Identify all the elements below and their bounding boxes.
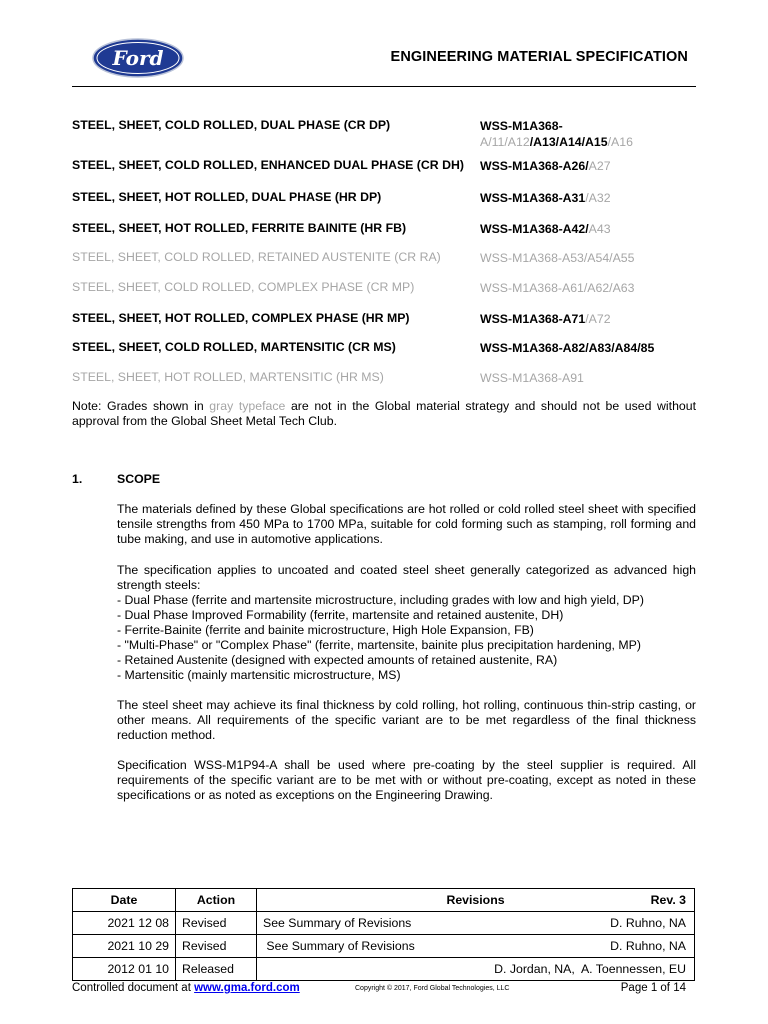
scope-paragraph-2: The specification applies to uncoated and coated steel sheet generally categorized as advanced high strength steels: (117, 563, 696, 592)
list-item: - Dual Phase (ferrite and martensite microstructure, including grades with low and high yield, DP) (117, 593, 644, 607)
revision-description: See Summary of Revisions (263, 939, 415, 953)
revision-details (257, 912, 695, 935)
table-row (73, 912, 695, 935)
spec-title: STEEL, SHEET, HOT ROLLED, MARTENSITIC (HR MS) (72, 370, 384, 384)
header-revisions-label: Revisions (446, 893, 505, 907)
table-header-row (73, 889, 695, 912)
spec-code-gray-part: /A32 (585, 191, 611, 205)
spec-code-gray-part: WSS-M1A368-A61/A62/A63 (480, 281, 635, 295)
revision-details (257, 958, 695, 981)
spec-code-part: WSS-M1A368-A42/ (480, 222, 589, 236)
spec-code-part: WSS-M1A368- (480, 119, 563, 133)
note-text-end: are not in the Global material strategy and should not be used without approval from the Global Sheet Metal Tech Club. (72, 399, 697, 428)
header-date: Date (73, 889, 176, 912)
note-text-start: Note: Grades shown in (72, 399, 210, 413)
spec-title: STEEL, SHEET, COLD ROLLED, ENHANCED DUAL PHASE (CR DH) (72, 158, 464, 172)
note-gray-typeface: gray typeface (209, 399, 286, 413)
revision-date: 2021 10 29 (73, 935, 176, 958)
revision-table (72, 888, 695, 981)
spec-code-gray-part: A/11/A12 (480, 135, 530, 149)
scope-paragraph-3: The steel sheet may achieve its final thickness by cold rolling, hot rolling, continuous thin-strip casting, or other means. All requirements of the specific variant are to be met regardless of the final thickness reduction method. (117, 698, 696, 742)
list-item: - Retained Austenite (designed with expected amounts of retained austenite, RA) (117, 653, 558, 667)
revision-date: 2021 12 08 (73, 912, 176, 935)
spec-code-gray-part: WSS-M1A368-A91 (480, 371, 584, 385)
steel-type-list (117, 593, 696, 683)
header-divider (72, 86, 696, 87)
spec-code (480, 311, 702, 327)
revision-description: See Summary of Revisions (263, 916, 412, 930)
spec-code (480, 118, 702, 150)
spec-title: STEEL, SHEET, HOT ROLLED, DUAL PHASE (HR DP) (72, 190, 382, 204)
revision-details (257, 935, 695, 958)
revision-action: Revised (176, 935, 257, 958)
list-item: - Martensitic (mainly martensitic microstructure, MS) (117, 668, 401, 682)
footer-controlled-doc (72, 982, 300, 994)
spec-code-part: WSS-M1A368-A26/ (480, 159, 589, 173)
table-row (73, 958, 695, 981)
spec-code (480, 221, 702, 237)
page-number: Page 1 of 14 (620, 982, 686, 994)
spec-title: STEEL, SHEET, HOT ROLLED, FERRITE BAINITE (HR FB) (72, 221, 407, 235)
spec-title: STEEL, SHEET, COLD ROLLED, COMPLEX PHASE (CR MP) (72, 280, 415, 294)
header-rev-number: Rev. 3 (650, 893, 686, 907)
table-row (73, 935, 695, 958)
spec-code (480, 280, 702, 296)
footer-copyright: Copyright © 2017, Ford Global Technologies, LLC (355, 985, 510, 992)
revision-author: D. Ruhno, NA (610, 939, 686, 953)
spec-code-part: /A13/A14/A15 (529, 135, 608, 149)
list-item: - Dual Phase Improved Formability (ferrite, martensite and retained austenite, DH) (117, 608, 564, 622)
spec-title: STEEL, SHEET, COLD ROLLED, RETAINED AUSTENITE (CR RA) (72, 250, 441, 264)
spec-code-gray-part: A27 (588, 159, 611, 173)
spec-code (480, 190, 702, 206)
gma-link[interactable]: www.gma.ford.com (194, 982, 300, 994)
spec-code-gray-part: A43 (588, 222, 611, 236)
scope-paragraph-1: The materials defined by these Global specifications are hot rolled or cold rolled steel sheet with specified tensile strengths from 450 MPa to 1700 MPa, suitable for cold forming such as stamping, roll forming and tube making, and use in automotive applications. (117, 502, 696, 546)
spec-code-part: WSS-M1A368-A71 (480, 312, 586, 326)
spec-code-gray-part: /A72 (585, 312, 611, 326)
scope-paragraph-4: Specification WSS-M1P94-A shall be used where pre-coating by the steel supplier is required. All requirements of the specific variant are to be met with or without pre-coating, except as noted in these specifications or as noted as exceptions on the Engineering Drawing. (117, 758, 696, 802)
spec-code (480, 158, 702, 174)
revision-author: D. Jordan, NA, A. Toennessen, EU (494, 962, 686, 976)
revision-date: 2012 01 10 (73, 958, 176, 981)
footer-controlled-text: Controlled document at (72, 982, 195, 994)
revision-author: D. Ruhno, NA (610, 916, 686, 930)
grade-note (72, 399, 696, 429)
header-action: Action (176, 889, 257, 912)
header-revisions (257, 889, 695, 912)
spec-title: STEEL, SHEET, COLD ROLLED, DUAL PHASE (CR DP) (72, 118, 391, 132)
spec-code (480, 340, 702, 356)
section-number: 1. (72, 472, 83, 486)
list-item: - "Multi-Phase" or "Complex Phase" (ferrite, martensite, bainite plus precipitation hardening, MP) (117, 638, 641, 652)
document-title: ENGINEERING MATERIAL SPECIFICATION (390, 49, 688, 65)
spec-code-part: WSS-M1A368-A82/A83/A84/85 (480, 341, 655, 355)
spec-code (480, 250, 702, 266)
section-title: SCOPE (117, 472, 161, 486)
revision-action: Released (176, 958, 257, 981)
list-item: - Ferrite-Bainite (ferrite and bainite microstructure, High Hole Expansion, FB) (117, 623, 534, 637)
revision-action: Revised (176, 912, 257, 935)
ford-logo-text: Ford (112, 46, 164, 70)
spec-code-gray-part: /A16 (607, 135, 633, 149)
spec-code-gray-part: WSS-M1A368-A53/A54/A55 (480, 251, 635, 265)
spec-title: STEEL, SHEET, HOT ROLLED, COMPLEX PHASE (HR MP) (72, 311, 410, 325)
spec-code (480, 370, 702, 386)
spec-title: STEEL, SHEET, COLD ROLLED, MARTENSITIC (CR MS) (72, 340, 396, 354)
ford-logo (92, 38, 184, 78)
spec-code-part: WSS-M1A368-A31 (480, 191, 586, 205)
